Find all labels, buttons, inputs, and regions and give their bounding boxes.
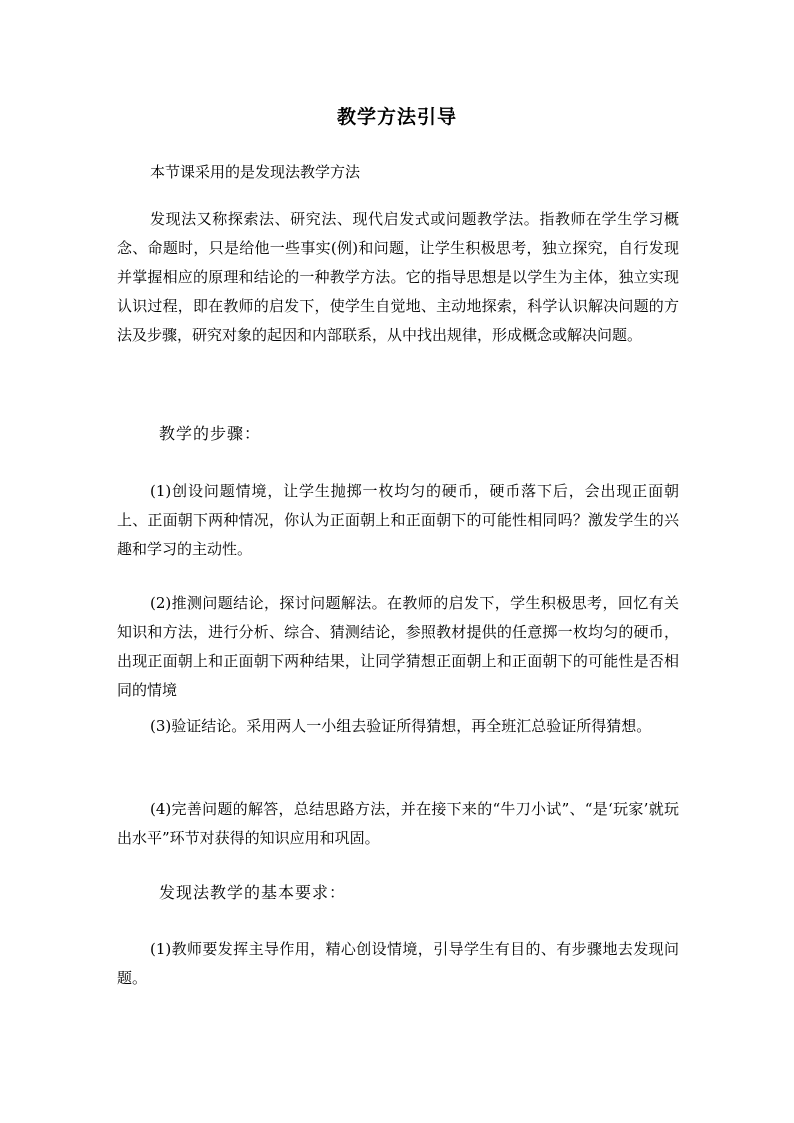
requirements-heading: 发现法教学的基本要求：: [159, 883, 347, 902]
description-paragraph: 发现法又称探索法、研究法、现代启发式或问题教学法。指教师在学生学习概念、命题时，只是给他一些事实(例)和问题，让学生积极思考，独立探究，自行发现并掌握相应的原理和结论的一种教学方法。它的指导思想是以学生为主体，独立实现认识过程，即在教师的启发下，使学生自觉地、主动地探索，科学认识解决问题的方法及步骤，研究对象的起因和内部联系，从中找出规律，形成概念或解决问题。: [117, 210, 679, 344]
intro-text: 本节课采用的是发现法教学方法: [150, 163, 361, 181]
step-3-paragraph: (3)验证结论。采用两人一小组去验证所得猜想，再全班汇总验证所得猜想。: [150, 717, 652, 735]
step-1-paragraph: (1)创设问题情境，让学生抛掷一枚均匀的硬币，硬币落下后，会出现正面朝上、正面朝下两种情况，你认为正面朝上和正面朝下的可能性相同吗？激发学生的兴趣和学习的主动性。: [117, 482, 679, 558]
requirement-1-paragraph: (1)教师要发挥主导作用，精心创设情境，引导学生有目的、有步骤地去发现问题。: [117, 940, 679, 987]
step-2-paragraph: (2)推测问题结论，探讨问题解法。在教师的启发下，学生积极思考，回忆有关知识和方法，进行分析、综合、猜测结论，参照教材提供的任意掷一枚均匀的硬币，出现正面朝上和正面朝下两种结果，让同学猜想正面朝上和正面朝下的可能性是否相同的情境: [117, 594, 679, 699]
steps-heading: 教学的步骤：: [159, 424, 262, 443]
document-title: 教学方法引导: [336, 106, 457, 128]
step-4-paragraph: (4)完善问题的解答，总结思路方法，并在接下来的“牛刀小试”、“是‘玩家’就玩出水平”环节对获得的知识应用和巩固。: [117, 800, 679, 847]
